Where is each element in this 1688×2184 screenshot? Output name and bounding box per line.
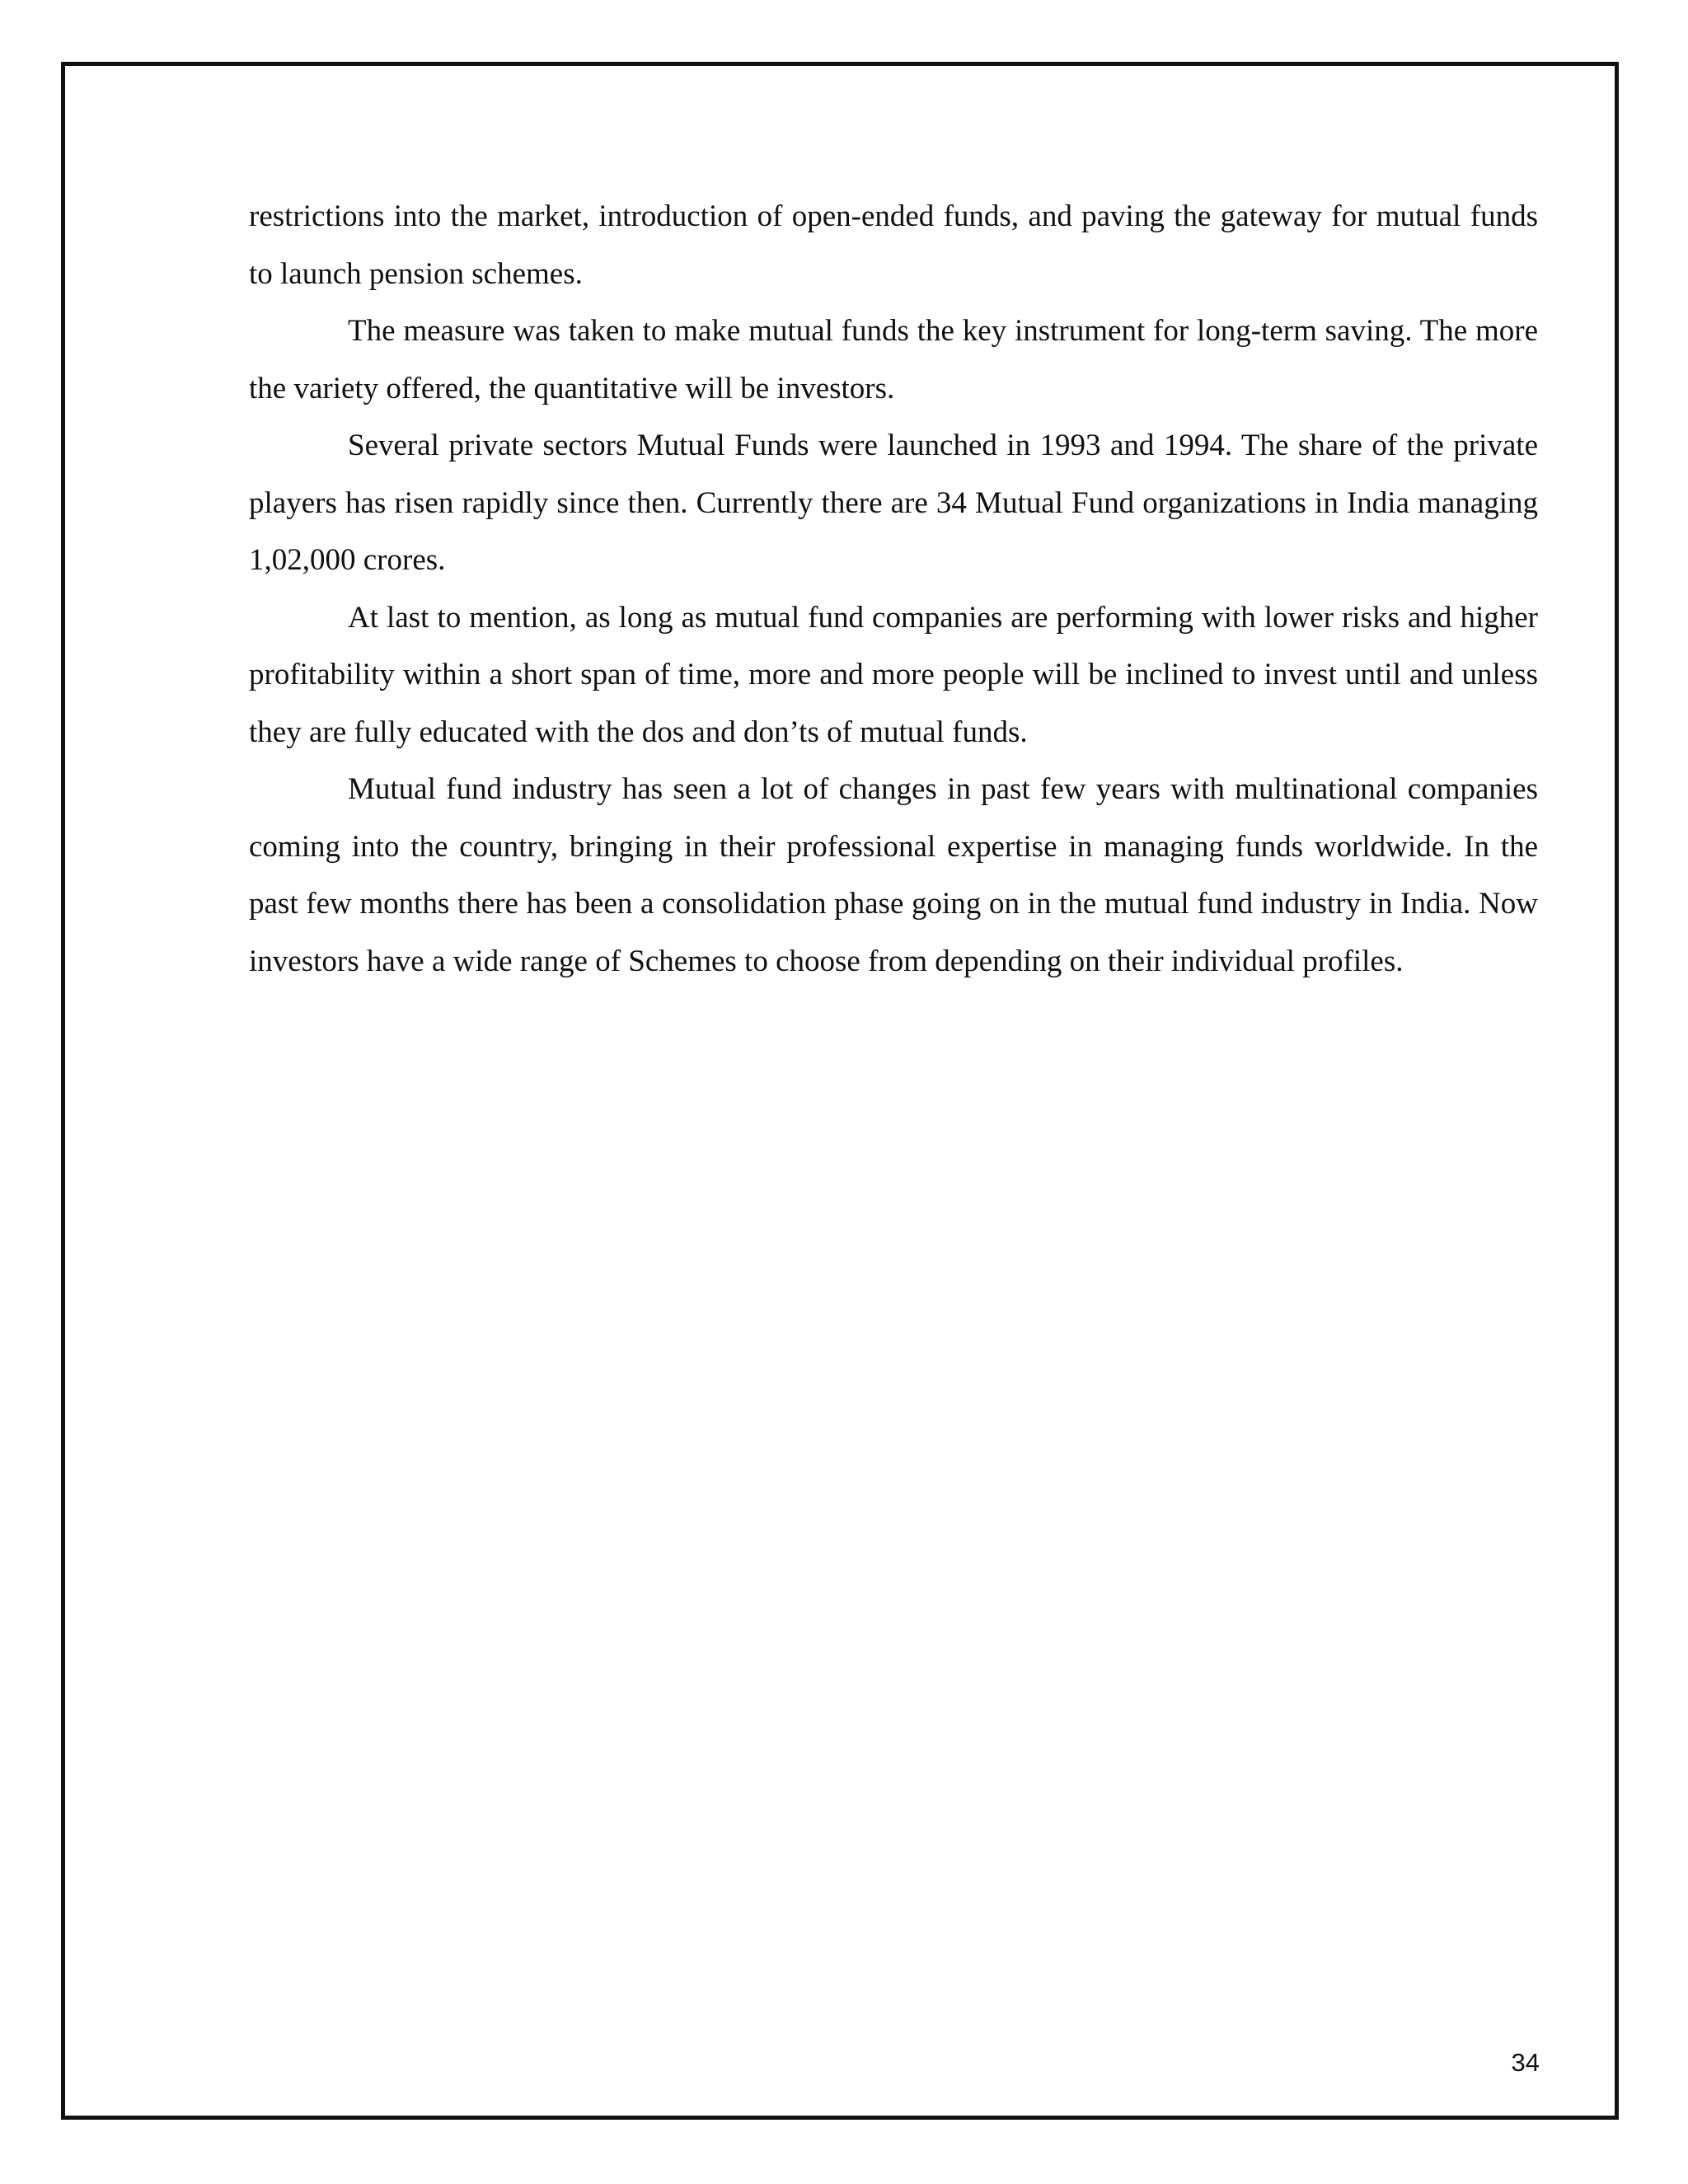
paragraph-continuation: restrictions into the market, introduction of open-ended funds, and paving the gateway for mutual funds to launch pension schemes. <box>249 199 1538 291</box>
paragraph: At last to mention, as long as mutual fund companies are performing with lower risks and higher profitability within a short span of time, more and more people will be inclined to invest until and unless they are fully educated with the dos and don’ts of mutual funds. <box>249 600 1538 749</box>
page-number: 34 <box>1511 2048 1540 2077</box>
paragraph: The measure was taken to make mutual funds the key instrument for long-term saving. The more the variety offered, the quantitative will be investors. <box>249 314 1538 405</box>
body-text <box>249 188 1538 990</box>
paragraph: Several private sectors Mutual Funds were launched in 1993 and 1994. The share of the private players has risen rapidly since then. Currently there are 34 Mutual Fund organizations in India managing 1,02,000 crores. <box>249 429 1538 577</box>
paragraph: Mutual fund industry has seen a lot of changes in past few years with multinational companies coming into the country, bringing in their professional expertise in managing funds worldwide. In the past few months there has been a consolidation phase going on in the mutual fund industry in India. Now investors have a wide range of Schemes to choose from depending on their individual profiles. <box>249 772 1538 978</box>
